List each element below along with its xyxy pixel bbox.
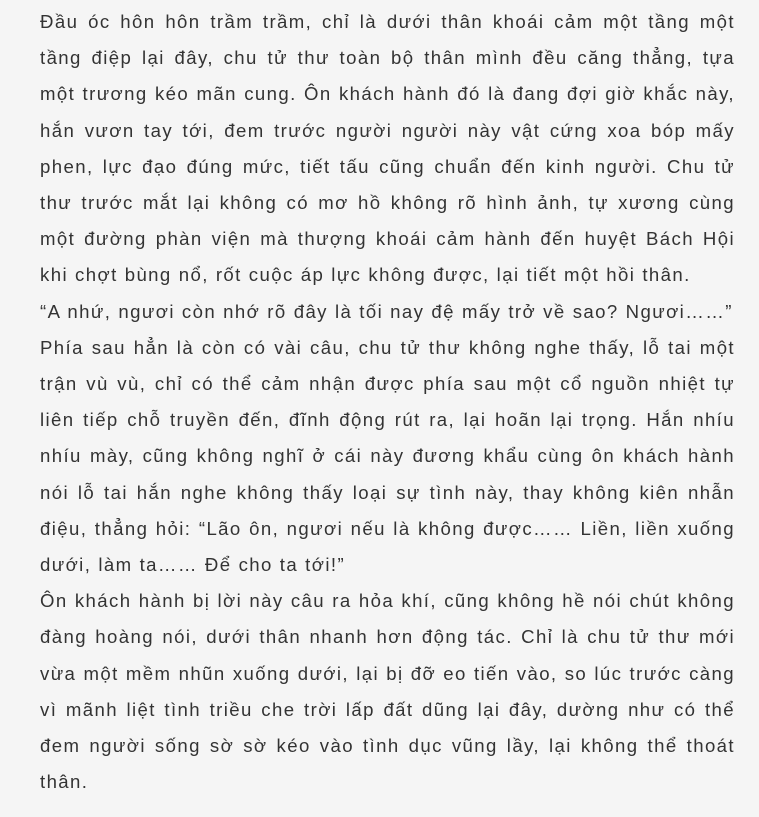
- paragraph-2: “A nhứ, ngươi còn nhớ rõ đây là tối nay đệ mấy trở về sao? Ngươi……”: [40, 300, 733, 322]
- paragraph-4: Ôn khách hành bị lời này câu ra hỏa khí, cũng không hề nói chút không đàng hoàng nói, dưới thân nhanh hơn động tác. Chỉ là chu tử thư mới vừa một mềm nhũn xuống dưới, lại bị đỡ eo tiến vào, so lúc trước càng vì mãnh liệt tình triều che trời lấp đất dũng lại đây, dường như có thể đem người sống sờ sờ kéo vào tình dục vũng lầy, lại không thể thoát thân.: [40, 590, 735, 793]
- paragraph-1: Đầu óc hôn hôn trầm trầm, chỉ là dưới thân khoái cảm một tầng một tầng điệp lại đây, chu tử thư toàn bộ thân mình đều căng thẳng, tựa một trương kéo mãn cung. Ôn khách hành đó là đang đợi giờ khắc này, hắn vươn tay tới, đem trước người người này vật cứng xoa bóp mấy phen, lực đạo đúng mức, tiết tấu cũng chuẩn đến kinh người. Chu tử thư trước mắt lại không có mơ hồ không rõ hình ảnh, tự xương cùng một đường phàn viện mà thượng khoái cảm hành đến huyệt Bách Hội khi chợt bùng nổ, rốt cuộc áp lực không được, lại tiết một hồi thân.: [40, 11, 735, 286]
- paragraph-3: Phía sau hẳn là còn có vài câu, chu tử thư không nghe thấy, lỗ tai một trận vù vù, chỉ có thể cảm nhận được phía sau một cổ nguồn nhiệt tự liên tiếp chỗ truyền đến, đĩnh động rút ra, lại hoãn lại trọng. Hắn nhíu nhíu mày, cũng không nghĩ ở cái này đương khẩu cùng ôn khách hành nói lỗ tai hắn nghe không thấy loại sự tình này, thay không kiên nhẫn điệu, thẳng hỏi: “Lão ôn, ngươi nếu là không được…… Liền, liền xuống dưới, làm ta…… Để cho ta tới!”: [40, 336, 735, 576]
